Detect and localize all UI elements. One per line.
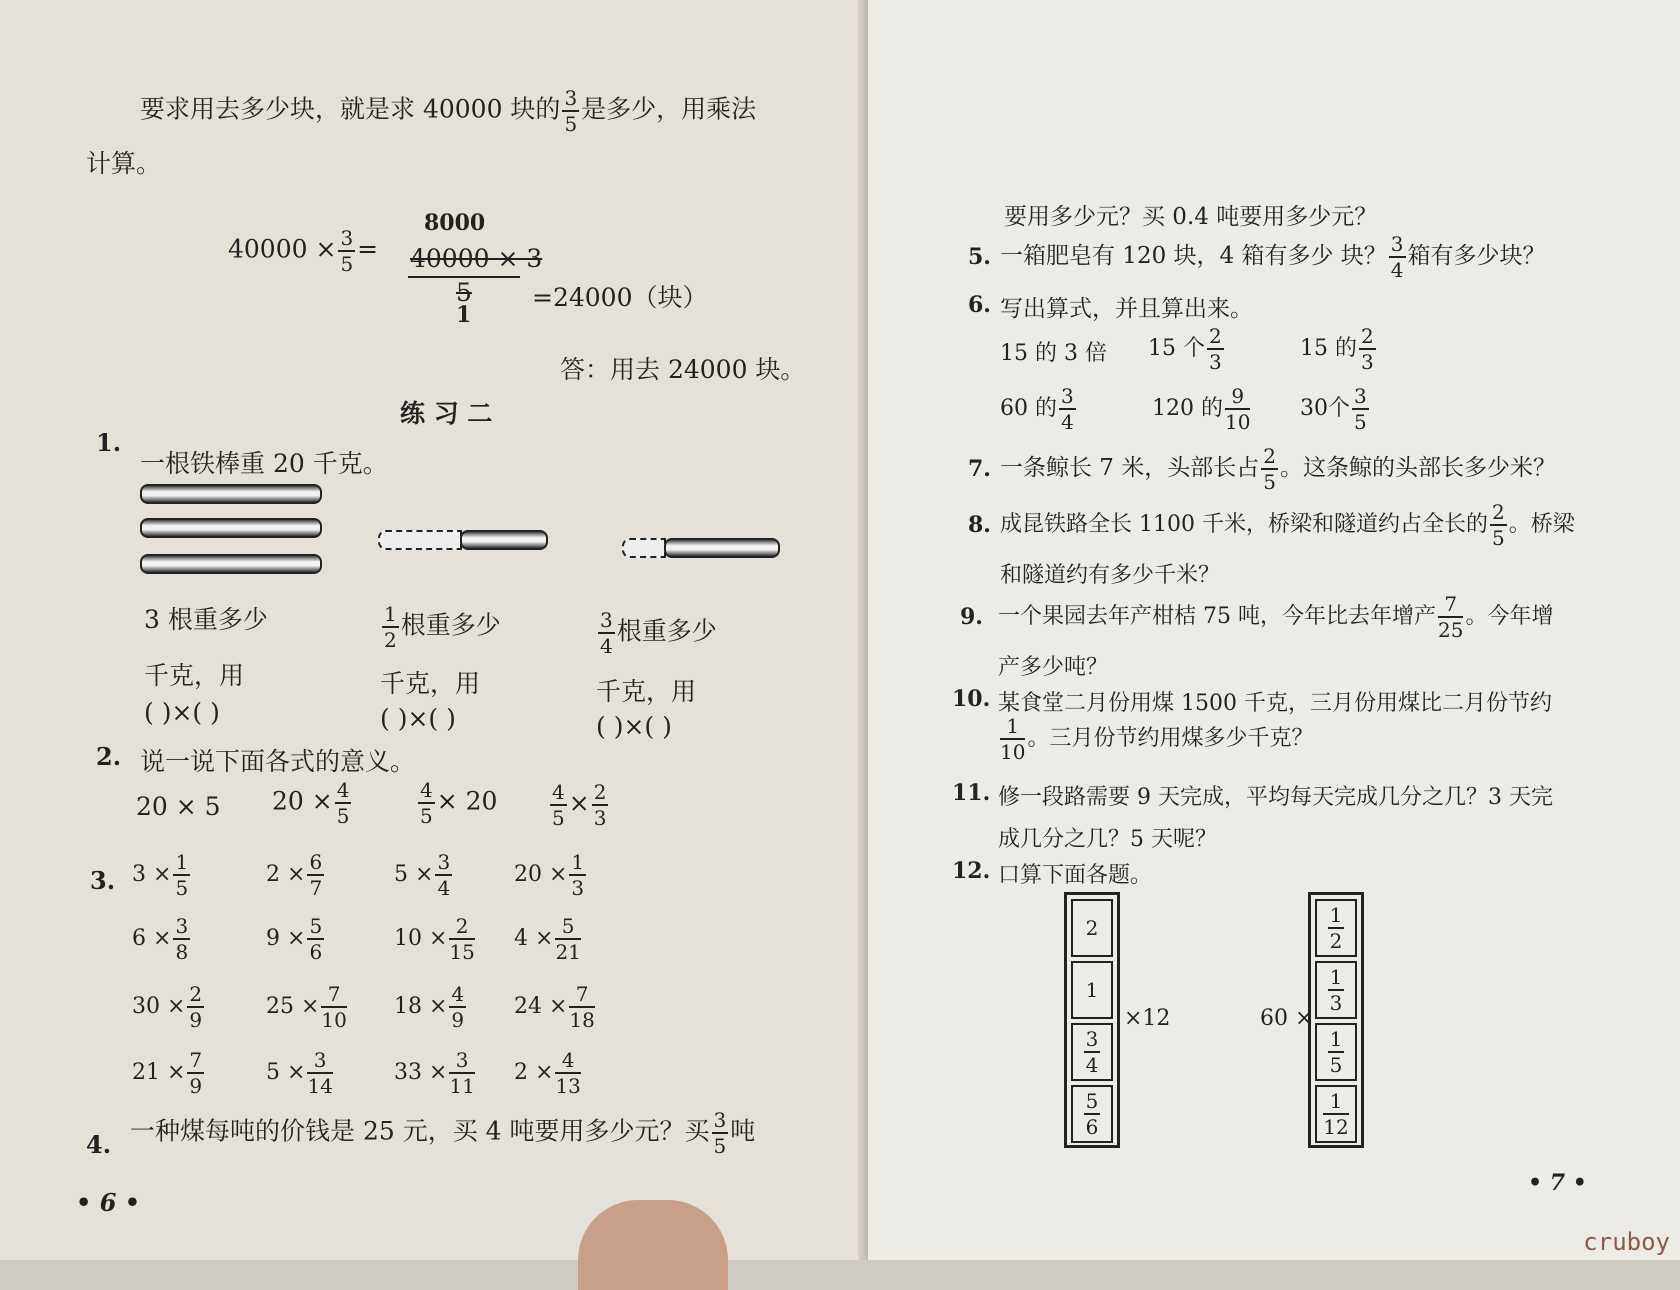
fraction	[187, 984, 204, 1030]
frac-num: 1	[384, 602, 397, 626]
frac-den: 10	[1225, 410, 1251, 434]
frac-den: 3	[1329, 991, 1343, 1015]
calc-cancel-bottom: 1	[456, 302, 472, 328]
q2-item-1: 20 × 5	[136, 792, 221, 821]
frac-num: 2	[1209, 324, 1222, 348]
frac-num: 2	[1491, 500, 1505, 524]
question-number: 10.	[952, 686, 991, 712]
frac-den: 3	[1361, 350, 1374, 374]
q3-exercise	[514, 916, 583, 962]
calc-result: =24000（块）	[532, 283, 708, 312]
iron-bar	[140, 484, 322, 504]
frac-den: 3	[1209, 350, 1222, 374]
frac-den: 25	[1437, 618, 1464, 642]
frac-num: 7	[321, 984, 346, 1008]
exercise-lead: 2 ×	[266, 862, 306, 887]
left-multiplier: ×12	[1124, 1006, 1171, 1031]
q2-item-4	[548, 782, 610, 828]
frac-num: 4	[555, 1050, 580, 1074]
frac-den: 4	[1085, 1053, 1099, 1077]
frac-num: 1	[1329, 903, 1343, 927]
q6-item-a: 15 的 3 倍	[1000, 341, 1107, 366]
frac-num: 3	[600, 608, 613, 632]
fraction	[1389, 234, 1406, 280]
fraction	[1225, 386, 1250, 432]
q3-exercise	[394, 984, 468, 1030]
fraction	[435, 852, 452, 898]
frac-den: 5	[175, 876, 189, 900]
exercise-lead: 4 ×	[514, 926, 554, 951]
fraction	[449, 984, 466, 1030]
intro-line-2: 计算。	[86, 149, 162, 178]
frac-num: 4	[336, 778, 350, 802]
exercise-lead: 6 ×	[132, 926, 172, 951]
question-text: 一根铁棒重 20 千克。	[140, 449, 388, 478]
q1-unit-a: 千克，用	[144, 661, 245, 690]
right-multiplier: 60 ×	[1260, 1006, 1314, 1031]
iron-bar-dashed	[622, 538, 666, 558]
q9-text: 一个果园去年产柑桔 75 吨，今年比去年增产	[998, 604, 1436, 629]
q3-exercise	[132, 984, 206, 1030]
frac-den: 5	[340, 252, 354, 276]
q2-item-2	[272, 780, 353, 826]
frac-den: 5	[1329, 1053, 1343, 1077]
frac-den: 10	[1000, 740, 1026, 764]
iron-bar-dashed	[378, 530, 462, 550]
calc-expression	[228, 228, 378, 274]
frac-den: 5	[420, 804, 433, 828]
frac-num: 1	[1000, 716, 1025, 740]
question-text: 写出算式，并且算出来。	[1000, 296, 1253, 322]
fraction	[569, 984, 594, 1030]
item-text: 120 的	[1152, 396, 1223, 421]
frac-den: 15	[449, 940, 475, 964]
column-cell	[1315, 1085, 1357, 1143]
q3-exercise	[132, 1050, 206, 1096]
question-text: 说一说下面各式的意义。	[140, 747, 416, 776]
exercise-lead: 5 ×	[394, 862, 434, 887]
thumb	[578, 1200, 728, 1290]
q3-exercise	[132, 852, 192, 898]
question-number: 6.	[968, 292, 991, 318]
frac-den: 9	[189, 1074, 203, 1098]
option-text: 根重多少	[616, 616, 717, 646]
q1-option-a: 3 根重多少	[144, 605, 268, 634]
q6-item-e	[1152, 386, 1252, 432]
item-text: 15 个	[1148, 336, 1205, 361]
frac-den: 4	[1061, 410, 1074, 434]
question-text	[1000, 502, 1575, 548]
q10-line-2	[998, 716, 1313, 762]
question-text: 口算下面各题。	[998, 863, 1153, 888]
q1-unit-c: 千克，用	[596, 677, 697, 706]
q6-item-d	[1000, 386, 1078, 432]
frac-den: 18	[569, 1008, 595, 1032]
frac-num: 2	[449, 916, 474, 940]
question-number: 2.	[96, 742, 122, 771]
frac-den: 9	[189, 1008, 203, 1032]
exercise-lead: 3 ×	[132, 862, 172, 887]
q3-exercise	[266, 984, 349, 1030]
frac-den: 5	[713, 1134, 727, 1158]
q3-exercise	[266, 916, 326, 962]
question-number: 11.	[952, 780, 991, 806]
intro-fraction	[562, 88, 579, 134]
fraction	[712, 1110, 729, 1156]
iron-bar	[140, 518, 322, 538]
answer: 答：用去 24000 块。	[560, 355, 806, 384]
fraction	[382, 604, 399, 650]
question-number: 3.	[90, 866, 116, 895]
frac-num: 5	[1085, 1089, 1099, 1113]
frac-den: 6	[309, 940, 323, 964]
calc-denominator: 5	[456, 278, 472, 307]
column-cell	[1071, 1085, 1113, 1143]
fraction	[598, 610, 615, 656]
frac-den: 14	[307, 1074, 333, 1098]
frac-den: 5	[336, 804, 350, 828]
q1-blank-c: ( )×( )	[596, 712, 672, 741]
q9-tail: 。今年增	[1465, 604, 1554, 629]
frac-den: 4	[600, 634, 613, 658]
frac-num: 3	[307, 1050, 332, 1074]
question-number: 7.	[968, 456, 991, 482]
frac-num: 3	[1085, 1027, 1099, 1051]
q8-line-2: 和隧道约有多少千米？	[1000, 563, 1221, 588]
q9-line-2: 产多少吨？	[998, 655, 1109, 680]
q1-blank-a: ( )×( )	[144, 698, 220, 727]
frac-num: 3	[449, 1050, 474, 1074]
fraction	[1059, 386, 1076, 432]
frac-num: 2	[189, 982, 203, 1006]
frac-num: 3	[564, 86, 578, 110]
option-text: 根重多少	[400, 610, 501, 640]
frac-den: 3	[571, 876, 585, 900]
item-text: ×	[568, 788, 590, 818]
fraction	[418, 780, 435, 826]
frac-num: 3	[437, 850, 451, 874]
frac-num: 5	[555, 916, 580, 940]
frac-den: 6	[1085, 1115, 1099, 1139]
frac-den: 5	[1491, 526, 1505, 550]
column-cell	[1071, 1023, 1113, 1081]
fraction	[555, 916, 580, 962]
exercise-lead: 25 ×	[266, 994, 320, 1019]
column-cell	[1315, 961, 1357, 1019]
item-text: 60 的	[1000, 396, 1057, 421]
q7-tail: 。这条鲸的头部长多少米？	[1280, 455, 1556, 481]
q4-tail: 吨	[730, 1116, 756, 1146]
q11-line-2: 成几分之几？5 天呢？	[998, 827, 1217, 852]
frac-num: 6	[309, 850, 323, 874]
fraction	[1490, 502, 1507, 548]
frac-num: 5	[309, 914, 323, 938]
fraction	[1438, 594, 1463, 640]
question-text	[1000, 234, 1546, 280]
fraction	[321, 984, 346, 1030]
iron-bar	[140, 554, 322, 574]
q1-blank-b: ( )×( )	[380, 704, 456, 733]
frac-num: 4	[420, 778, 433, 802]
frac-den: 9	[451, 1008, 465, 1032]
fraction	[187, 1050, 204, 1096]
item-text: 20 ×	[272, 786, 333, 816]
fraction	[1261, 446, 1278, 492]
fraction	[1328, 905, 1345, 951]
calc-numerator: 40000 × 3	[410, 244, 543, 273]
fraction	[1352, 386, 1369, 432]
calc-equals: =	[357, 234, 379, 264]
q2-item-3	[416, 780, 497, 826]
frac-num: 3	[340, 226, 354, 250]
frac-num: 3	[175, 914, 189, 938]
question-text: 某食堂二月份用煤 1500 千克，三月份用煤比二月份节约	[998, 691, 1552, 716]
exercise-lead: 24 ×	[514, 994, 568, 1019]
fraction	[173, 852, 190, 898]
exercise-lead: 20 ×	[514, 862, 568, 887]
page-number: • 6 •	[76, 1188, 141, 1217]
frac-num: 7	[569, 984, 594, 1008]
frac-num: 4	[552, 780, 565, 804]
q3-exercise	[514, 1050, 583, 1096]
continuation-text: 要用多少元？买 0.4 吨要用多少元？	[1004, 204, 1378, 230]
fraction	[335, 780, 352, 826]
exercise-lead: 5 ×	[266, 1060, 306, 1085]
question-number: 5.	[968, 244, 991, 270]
iron-bar-half	[460, 530, 548, 550]
question-number: 8.	[968, 512, 991, 538]
fraction	[449, 916, 474, 962]
intro-text: 要求用去多少块，就是求 40000 块的	[140, 94, 561, 124]
frac-num: 2	[1361, 324, 1374, 348]
frac-num: 3	[713, 1108, 727, 1132]
frac-num: 3	[1354, 384, 1367, 408]
frac-num: 1	[175, 850, 189, 874]
q1-option-b	[380, 604, 501, 650]
exercise-lead: 10 ×	[394, 926, 448, 951]
frac-den: 13	[555, 1074, 581, 1098]
fraction	[307, 852, 324, 898]
question-number: 9.	[960, 604, 983, 630]
exercise-lead: 21 ×	[132, 1060, 186, 1085]
fraction	[1328, 967, 1345, 1013]
q1-unit-b: 千克，用	[380, 669, 481, 698]
frac-den: 4	[1390, 258, 1404, 282]
q8-text: 成昆铁路全长 1100 千米，桥梁和隧道约占全长的	[1000, 512, 1488, 537]
q8-tail: 。桥梁	[1508, 512, 1575, 537]
exercise-lead: 30 ×	[132, 994, 186, 1019]
fraction	[1359, 326, 1376, 372]
fraction	[569, 852, 586, 898]
frac-den: 7	[309, 876, 323, 900]
fraction	[1328, 1029, 1345, 1075]
fraction	[1084, 1029, 1101, 1075]
frac-den: 5	[552, 806, 565, 830]
column-cell	[1315, 1023, 1357, 1081]
frac-den: 2	[1329, 929, 1343, 953]
frac-den: 5	[564, 112, 578, 136]
intro-tail: 是多少，用乘法	[581, 94, 757, 124]
column-cell	[1315, 899, 1357, 957]
frac-num: 9	[1225, 386, 1250, 410]
fraction	[449, 1050, 474, 1096]
frac-den: 4	[437, 876, 451, 900]
fraction	[1207, 326, 1224, 372]
calc-left: 40000 ×	[228, 234, 337, 264]
exercise-lead: 2 ×	[514, 1060, 554, 1085]
intro-line	[140, 88, 756, 134]
question-text	[1000, 446, 1556, 492]
q6-item-c	[1300, 326, 1378, 372]
frac-num: 1	[1323, 1091, 1348, 1115]
q5-tail: 箱有多少块？	[1407, 243, 1546, 269]
question-number: 1.	[96, 428, 122, 457]
frac-num: 2	[593, 780, 607, 804]
exercise-lead: 33 ×	[394, 1060, 448, 1085]
frac-den: 3	[593, 806, 607, 830]
frac-den: 11	[449, 1074, 475, 1098]
frac-den: 5	[1263, 470, 1276, 494]
page-number: • 7 •	[1528, 1170, 1587, 1196]
frac-den: 5	[1354, 410, 1367, 434]
q3-exercise	[266, 852, 326, 898]
q3-exercise	[266, 1050, 335, 1096]
fraction	[173, 916, 190, 962]
fraction	[1323, 1091, 1348, 1137]
fraction	[1084, 1091, 1101, 1137]
fraction	[1000, 716, 1025, 762]
exercise-lead: 18 ×	[394, 994, 448, 1019]
q5-text: 一箱肥皂有 120 块，4 箱有多少 块？	[1000, 243, 1387, 269]
fraction	[307, 1050, 332, 1096]
q7-text: 一条鲸长 7 米，头部长占	[1000, 455, 1260, 481]
q3-exercise	[514, 984, 597, 1030]
fraction	[550, 782, 567, 828]
fraction	[592, 782, 609, 828]
mental-math-column-right	[1308, 892, 1364, 1148]
q3-exercise	[394, 852, 454, 898]
q4-text: 一种煤每吨的价钱是 25 元，买 4 吨要用多少元？买	[130, 1116, 710, 1146]
frac-num: 7	[189, 1048, 203, 1072]
frac-den: 21	[555, 940, 581, 964]
fraction	[555, 1050, 580, 1096]
question-text	[130, 1110, 755, 1156]
calc-cancel-top: 8000	[424, 210, 486, 236]
q3-exercise	[394, 916, 477, 962]
section-title: 练 习 二	[400, 399, 493, 428]
frac-num: 1	[1329, 1027, 1343, 1051]
q3-exercise	[132, 916, 192, 962]
question-number: 12.	[952, 858, 991, 884]
column-cell: 2	[1071, 899, 1113, 957]
column-cell: 1	[1071, 961, 1113, 1019]
q1-option-c	[596, 610, 717, 656]
q6-item-b	[1148, 326, 1226, 372]
right-page	[868, 0, 1680, 1260]
frac-den: 12	[1323, 1115, 1349, 1139]
frac-num: 1	[1329, 965, 1343, 989]
frac-num: 3	[1061, 384, 1074, 408]
q3-exercise	[394, 1050, 477, 1096]
calc-fraction	[338, 228, 355, 274]
mental-math-column-left	[1064, 892, 1120, 1148]
item-text: 15 的	[1300, 336, 1357, 361]
frac-num: 1	[571, 850, 585, 874]
frac-num: 2	[1263, 444, 1276, 468]
frac-num: 4	[451, 982, 465, 1006]
frac-num: 3	[1390, 232, 1404, 256]
q3-exercise	[514, 852, 588, 898]
frac-num: 7	[1438, 594, 1463, 618]
frac-den: 8	[175, 940, 189, 964]
watermark: cruboy	[1583, 1228, 1670, 1256]
question-number: 4.	[86, 1130, 112, 1159]
q6-item-f	[1300, 386, 1371, 432]
fraction	[307, 916, 324, 962]
frac-den: 2	[384, 628, 397, 652]
iron-bar-three-quarters	[664, 538, 780, 558]
question-text: 修一段路需要 9 天完成，平均每天完成几分之几？3 天完	[998, 785, 1553, 810]
exercise-lead: 9 ×	[266, 926, 306, 951]
q10-tail: 。三月份节约用煤多少千克？	[1027, 726, 1314, 751]
item-text: 30个	[1300, 396, 1350, 421]
frac-den: 10	[321, 1008, 347, 1032]
item-text: × 20	[436, 786, 498, 816]
question-text	[998, 594, 1553, 640]
